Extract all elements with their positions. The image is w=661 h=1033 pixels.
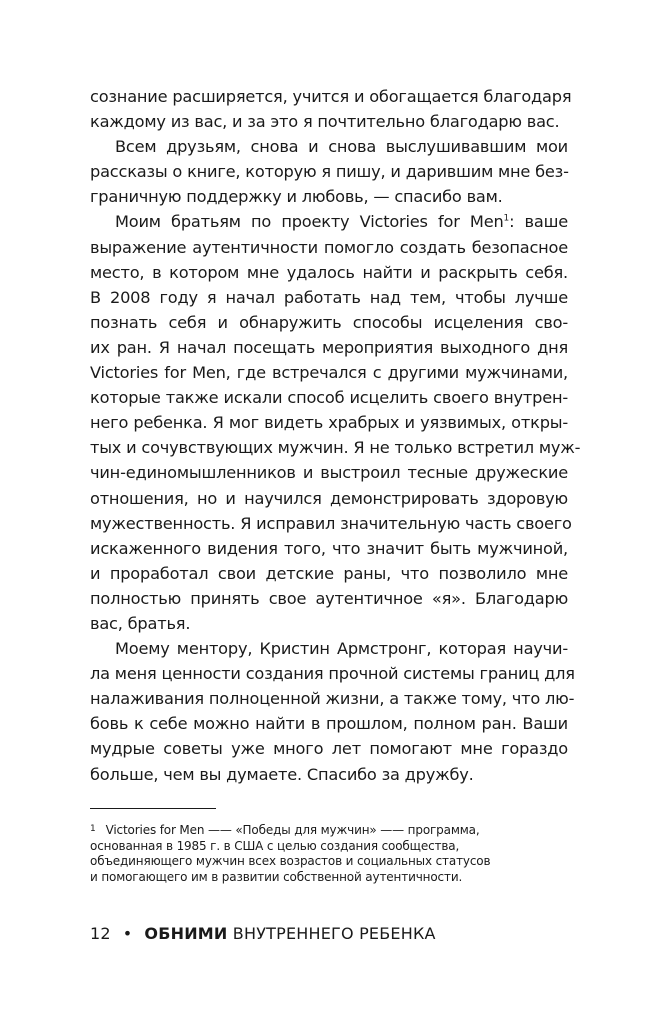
body-line: ла меня ценности создания прочной системы границ для	[90, 664, 575, 684]
body-line: каждому из вас, и за это я почтительно благодарю вас.	[90, 112, 560, 132]
body-line: Всем друзьям, снова и снова выслушивавшим мои	[115, 137, 568, 157]
footnote-line: $^1$ Victories for Men —— «Победы для мужчин» —— программа,	[90, 823, 480, 837]
body-line: больше, чем вы думаете. Спасибо за дружбу.	[90, 764, 474, 784]
body-line: Victories for Men, где встречался с другими мужчинами,	[90, 363, 568, 383]
footnote-line: и помогающего им в развитии собственной аутентичности.	[90, 869, 463, 884]
body-line: В 2008 году я начал работать над тем, чтобы лучше	[90, 287, 568, 307]
body-line: налаживания полноценной жизни, а также тому, что лю-	[90, 689, 575, 709]
body-line: и проработал свои детские раны, что позволило мне	[90, 563, 568, 583]
footnote-line: основанная в 1985 г. в США с целью создания сообщества,	[90, 838, 460, 853]
body-line: мужественность. Я исправил значительную часть своего	[90, 513, 572, 533]
body-text	[90, 84, 581, 787]
body-line: отношения, но и научился демонстрировать здоровую	[90, 488, 568, 508]
footnote-divider	[90, 808, 216, 809]
body-line: сознание расширяется, учится и обогащается благодаря	[90, 87, 572, 106]
footnote-line: объединяющего мужчин всех возрастов и социальных статусов	[90, 854, 491, 869]
body-line: выражение аутентичности помогло создать безопасное	[90, 237, 568, 257]
body-line: тых и сочувствующих мужчин. Я не только встретил муж-	[90, 438, 581, 458]
body-line: место, в котором мне удалось найти и раскрыть себя.	[90, 262, 568, 282]
body-line: полностью принять свое аутентичное «я». Благодарю	[90, 588, 568, 608]
footer-bullet: •	[122, 924, 133, 943]
body-line: граничную поддержку и любовь, — спасибо вам.	[90, 187, 503, 207]
footnote-reference: 1	[503, 214, 510, 225]
body-line: него ребенка. Я мог видеть храбрых и уязвимых, откры-	[90, 413, 568, 433]
footnote-number: 1	[90, 824, 96, 834]
body-line: Моему ментору, Кристин Армстронг, которая научи-	[115, 639, 568, 659]
body-line: познать себя и обнаружить способы исцеления сво-	[90, 312, 568, 332]
page-number: 12	[90, 924, 111, 943]
body-line: которые также искали способ исцелить своего внутрен-	[90, 388, 568, 408]
footnote	[90, 822, 520, 885]
book-title-rest: ВНУТРЕННЕГО РЕБЕНКА	[227, 924, 436, 943]
body-line: вас, братья.	[90, 613, 191, 633]
body-line: рассказы о книге, которую я пишу, и дарившим мне без-	[90, 162, 569, 182]
body-line: Моим братьям по проекту Victories for Men$^1$: ваше	[115, 212, 568, 232]
body-line: мудрые советы уже много лет помогают мне гораздо	[90, 739, 568, 759]
body-line: их ран. Я начал посещать мероприятия выходного дня	[90, 337, 568, 357]
body-line: чин-единомышленников и выстроил тесные дружеские	[90, 463, 568, 483]
body-line: бовь к себе можно найти в прошлом, полном ран. Ваши	[90, 714, 568, 734]
book-title-bold: ОБНИМИ	[144, 924, 228, 943]
running-footer	[90, 924, 436, 944]
body-line: искаженного видения того, что значит быть мужчиной,	[90, 538, 568, 558]
